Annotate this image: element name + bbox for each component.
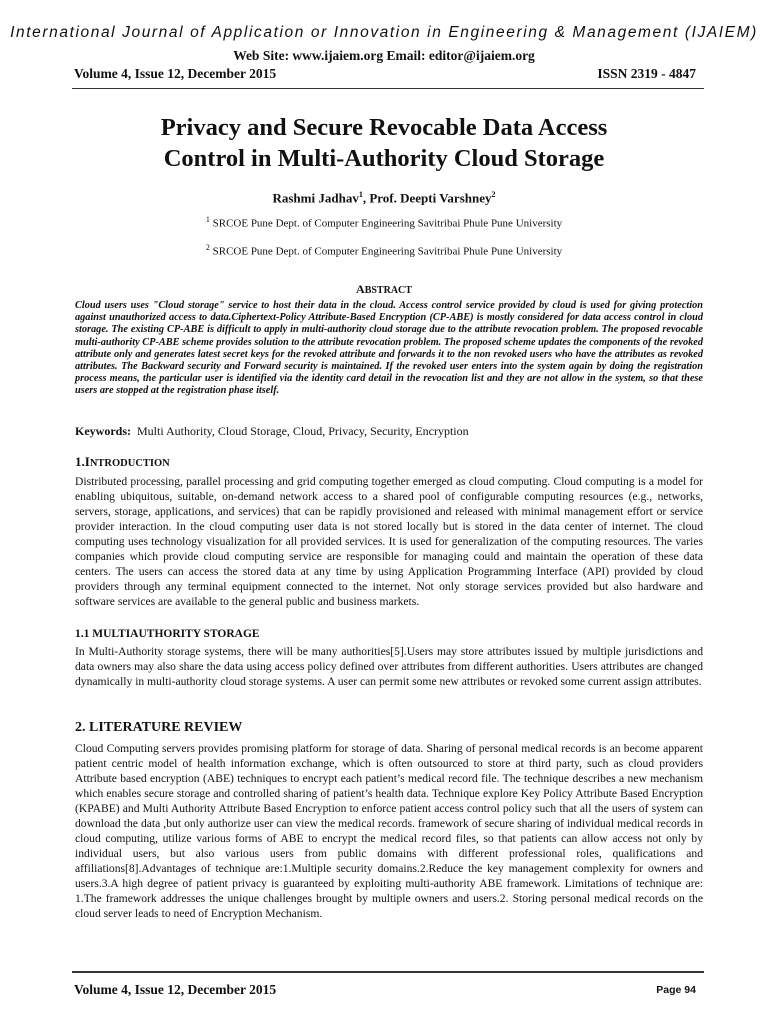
author-separator: , xyxy=(362,190,370,206)
footer-volume: Volume 4, Issue 12, December 2015 xyxy=(74,982,277,997)
intro-paragraph: Distributed processing, parallel processing and grid computing together emerged as cloud computing. Cloud computing is a model for enabling ubiquitous, suitable, on-demand network access to a shared pool of configurable computing resources (e.g., networks, servers, storage, applications, and services) that can be rapidly provisioned and released with minimal management effort or service provider interaction. In the cloud computing user data is not stored locally but is stored in the data center of internet. The cloud computing uses technology visualization for all provided services. It is used for generalization of the computing resources. The varies companies which provide cloud computing service are responsible for managing could and maintain the operation of these data centers. The users can access the stored data at any time by using Application Programming Interface (API) provided by cloud providers through any terminal equipment connected to the internet. Not only storage services provided but also hardware and software services are available to the general public and business markets. xyxy=(75,475,703,608)
affiliation-1-text: SRCOE Pune Dept. of Computer Engineering Savitribai Phule Pune University xyxy=(212,217,563,230)
header-volume: Volume 4, Issue 12, December 2015 xyxy=(74,66,277,81)
page-number: Page 94 xyxy=(656,984,696,996)
title-line-2: Control in Multi-Authority Cloud Storage xyxy=(163,145,605,172)
author-2: Prof. Deepti Varshney xyxy=(369,190,492,206)
intro-number: 1. xyxy=(75,454,85,469)
affiliation-1-mark: 1 xyxy=(205,215,210,224)
affiliation-2 xyxy=(0,243,768,258)
author-2-mark: 2 xyxy=(491,190,496,199)
author-1: Rashmi Jadhav xyxy=(272,190,359,206)
website-line: Web Site: www.ijaiem.org Email: editor@ijaiem.org xyxy=(233,48,535,63)
keywords-list: Multi Authority, Cloud Storage, Cloud, Privacy, Security, Encryption xyxy=(137,424,469,438)
keywords-label: Keywords: xyxy=(75,424,131,438)
keywords-line xyxy=(75,424,469,439)
header-issn: ISSN 2319 - 4847 xyxy=(597,66,696,81)
abstract-heading xyxy=(0,282,768,297)
intro-rest: NTRODUCTION xyxy=(89,458,170,469)
section-literature-heading: 2. LITERATURE REVIEW xyxy=(75,720,243,735)
abstract-heading-first: A xyxy=(356,282,365,296)
literature-paragraph: Cloud Computing servers provides promising platform for storage of data. Sharing of personal medical records is an become apparent patient centric model of health information exchange, which is often outsourced to store at third party, such as cloud providers Attribute based encryption (ABE) techniques to encrypt each patient’s medical record file. The technique describes a new mechanism which enables secure storage and controlled sharing of patient’s health data. Technique explore Key Policy Attribute Based Encryption (KPABE) and Multi Authority Attribute Based Encryption to enforce patient access control policy such that all the users of system can download the data ,but only authorize user can view the medical records. framework of secure sharing of individual medical records in cloud computing, utilize various forms of ABE to encrypt the medical record files, so that patients can allow access not only by individual users, but also various users from public domains with different professional roles, qualifications and affiliations[8].Advantages of technique are:1.Multiple security domains.2.Reduce the key management complexity for owners and users.3.A high degree of patient privacy is guaranteed by exploiting multi-authority ABE framework. Limitations of technique are: 1.The framework addresses the unique challenges brought by multiple owners and users.2. Storing personal medical records on the cloud server leads to need of Encryption Mechanism. xyxy=(75,742,703,920)
subsection-paragraph: In Multi-Authority storage systems, there will be many authorities[5].Users may store attributes issued by multiple jurisdictions and data owners may also share the data using access policy defined over attributes from different authorities. Users attributes are changed dynamically in multi-authority cloud storage systems. A user can permit some new attributes or revoked some current assign attributes. xyxy=(75,645,703,688)
subsection-heading: 1.1 MULTIAUTHORITY STORAGE xyxy=(75,628,260,640)
abstract-text: Cloud users uses "Cloud storage" service to host their data in the cloud. Access control service provided by cloud is used for giving protection against unauthorized access to data.Ciphertext-Policy Attribute-Based Encryption (CP-ABE) is mostly considered for data access control in cloud storage. The existing CP-ABE is difficult to apply in multi-authority cloud storage due to the attribute revocation problem. The proposed revocable multi-authority CP-ABE scheme provides solution to the attribute revocation problem. The proposed scheme updates the components of the revoked attribute only and generates latest secret keys for the revoked attribute and forwards it to the non revoked users who have the attributes as revoked attributes. The Backward security and Forward security is maintained. If the revoked user enters into the system again by doing the registration process means, the particular user is identified via the identity card detail in the revocation list and they are not allow in the system, so that these users are stopped at the registration phase itself. xyxy=(75,300,703,397)
journal-name: International Journal of Application or Innovation in Engineering & Management (IJAIEM) xyxy=(10,24,758,41)
intro-first-letter: I xyxy=(84,454,90,469)
footer-rule xyxy=(72,971,704,973)
section-intro-heading xyxy=(75,454,170,470)
affiliation-1 xyxy=(0,215,768,230)
header-rule xyxy=(72,88,704,89)
abstract-heading-rest: BSTRACT xyxy=(364,285,412,296)
author-list xyxy=(0,190,768,206)
affiliation-2-text: SRCOE Pune Dept. of Computer Engineering Savitribai Phule Pune University xyxy=(212,245,563,258)
author-1-mark: 1 xyxy=(358,190,363,199)
paper-title xyxy=(60,112,708,174)
affiliation-2-mark: 2 xyxy=(205,243,210,252)
title-line-1: Privacy and Secure Revocable Data Access xyxy=(160,114,608,141)
